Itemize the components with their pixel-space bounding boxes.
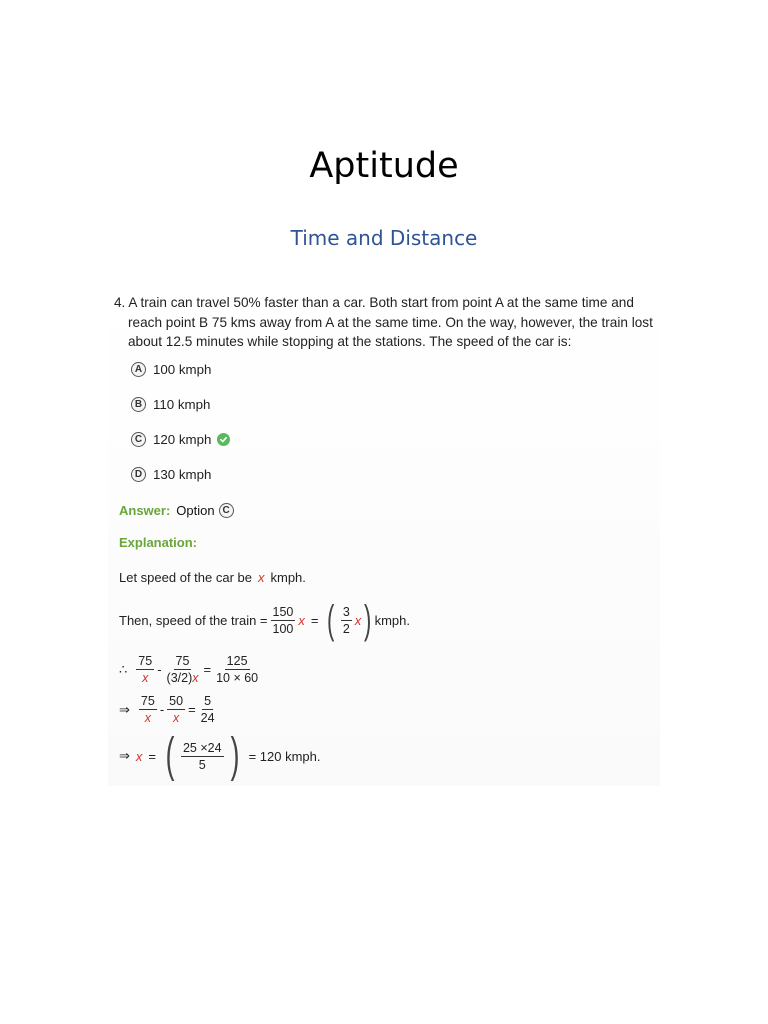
- numerator: 25 ×24: [182, 740, 222, 755]
- question-line-2: point B 75 kms away from A at the same time. On the way, however, the train lost about 12.5: [128, 314, 653, 349]
- right-paren: ): [230, 729, 239, 782]
- variable-x: x: [354, 612, 362, 628]
- explanation-line-3: [119, 654, 263, 685]
- numerator: 125: [226, 654, 248, 668]
- option-letter-badge: C: [131, 432, 146, 447]
- expl-text: Then, speed of the train =: [119, 612, 268, 628]
- option-letter-badge: B: [131, 397, 146, 412]
- fraction: [136, 654, 154, 685]
- expl-text: Let speed of the car be: [119, 570, 252, 585]
- numerator: 150: [272, 604, 294, 619]
- option-label: 110 kmph: [153, 396, 211, 412]
- denominator: x: [142, 671, 149, 685]
- question-line-3: minutes while stopping at the stations. The speed of the car is:: [196, 334, 572, 349]
- question-text: [114, 293, 659, 352]
- equals-sign: =: [310, 612, 319, 628]
- numerator: 3: [342, 604, 350, 619]
- answer-row: [119, 503, 234, 518]
- explanation-label: Explanation:: [119, 535, 198, 550]
- fraction: [139, 694, 157, 725]
- equals-sign: =: [188, 702, 196, 717]
- fraction: [214, 654, 260, 685]
- answer-label: Answer:: [119, 503, 171, 518]
- answer-letter-badge: C: [219, 503, 234, 518]
- option-d[interactable]: [131, 464, 211, 484]
- implies-symbol: ⇒: [119, 701, 130, 717]
- explanation-line-5: [119, 729, 321, 782]
- denominator: 2: [342, 621, 350, 636]
- section-heading: Time and Distance: [290, 226, 478, 250]
- numerator: 75: [175, 654, 190, 668]
- variable-x: x: [192, 671, 199, 685]
- minus-sign: -: [159, 702, 165, 717]
- variable-x: x: [298, 612, 305, 628]
- right-paren: ): [364, 598, 372, 642]
- question-card: [108, 288, 660, 786]
- equals-sign: =: [148, 748, 156, 764]
- therefore-symbol: ∴: [119, 661, 128, 677]
- implies-symbol: ⇒: [119, 748, 130, 763]
- denominator-part: (3/2): [166, 671, 193, 685]
- minus-sign: -: [157, 662, 162, 677]
- expl-text: kmph.: [270, 570, 306, 585]
- numerator: 50: [169, 694, 184, 708]
- denominator: x: [144, 711, 151, 725]
- fraction: [165, 654, 201, 685]
- numerator: 75: [140, 694, 155, 708]
- option-b[interactable]: [131, 394, 210, 414]
- option-letter-badge: D: [131, 467, 146, 482]
- option-c[interactable]: [131, 429, 230, 449]
- denominator: 100: [272, 621, 294, 636]
- expl-text: kmph.: [374, 612, 410, 628]
- option-label: 120 kmph: [153, 431, 212, 447]
- expl-text: = 120 kmph.: [248, 748, 321, 764]
- fraction: [167, 694, 185, 725]
- denominator: x: [172, 711, 180, 725]
- variable-x: x: [257, 570, 265, 585]
- denominator: 10 × 60: [216, 671, 259, 685]
- option-label: 130 kmph: [153, 466, 212, 482]
- option-a[interactable]: [131, 359, 211, 379]
- denominator: [165, 670, 201, 685]
- equals-sign: =: [203, 662, 212, 677]
- fraction: [199, 694, 217, 725]
- left-paren: (: [165, 729, 175, 782]
- explanation-line-2: [119, 600, 410, 640]
- option-letter-badge: A: [131, 362, 146, 377]
- fraction: [341, 605, 352, 636]
- left-paren: (: [327, 598, 335, 642]
- question-line-1: A train can travel 50% faster than a car. Both start from point A at the same time and reach: [128, 295, 634, 330]
- explanation-line-4: [119, 694, 220, 725]
- page-title: Aptitude: [309, 146, 459, 186]
- denominator: 5: [198, 757, 206, 772]
- check-icon: [217, 433, 230, 446]
- denominator: 24: [200, 711, 215, 725]
- variable-x: x: [135, 748, 143, 764]
- numerator: 5: [204, 694, 212, 708]
- question-number: 4.: [114, 295, 126, 310]
- fraction: [271, 605, 296, 636]
- explanation-line-1: [119, 570, 306, 585]
- fraction: [181, 741, 224, 772]
- option-label: 100 kmph: [153, 361, 212, 377]
- numerator: 75: [138, 654, 153, 668]
- answer-text: Option: [176, 503, 215, 518]
